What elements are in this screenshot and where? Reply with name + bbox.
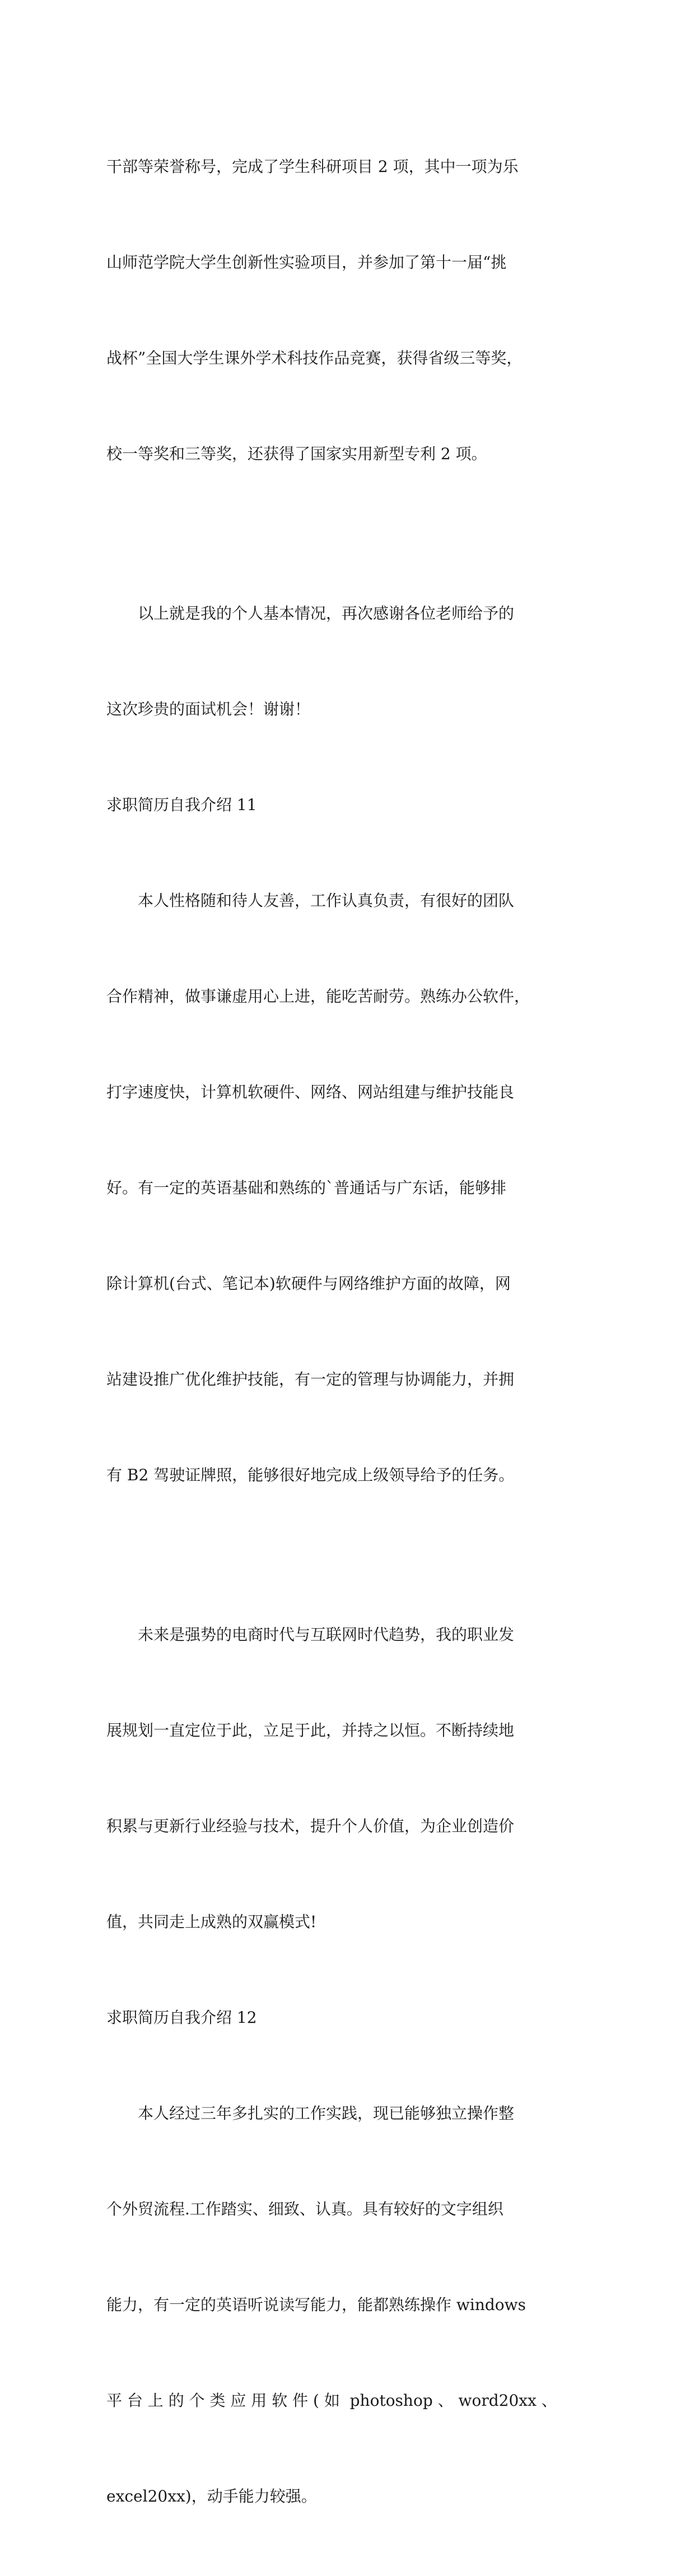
paragraph-career-plan (106, 1555, 589, 2002)
paragraph-closing (106, 534, 589, 789)
text-line: 本人经过三年多扎实的工作实践，现已能够独立操作整 (138, 2104, 515, 2122)
document-page (106, 87, 589, 2576)
section-heading-11: 求职简历自我介绍 11 (106, 796, 257, 814)
text-line: 未来是强势的电商时代与互联网时代趋势，我的职业发 (138, 1625, 515, 1644)
text-line: 好。有一定的英语基础和熟练的`普通话与广东话，能够排 (106, 1179, 507, 1197)
text-line: 打字速度快，计算机软硬件、网络、网站组建与维护技能良 (106, 1083, 515, 1101)
text-line: 个外贸流程.工作踏实、细致、认真。具有较好的文字组织 (106, 2200, 503, 2218)
text-line: 有 B2 驾驶证牌照，能够很好地完成上级领导给予的任务。 (106, 1466, 515, 1484)
text-line: 展规划一直定位于此，立足于此，并持之以恒。不断持续地 (106, 1721, 515, 1740)
text-line: 除计算机(台式、笔记本)软硬件与网络维护方面的故障，网 (106, 1274, 511, 1293)
text-line: 山师范学院大学生创新性实验项目，并参加了第十一届“挑 (106, 253, 507, 272)
text-line: 平 台 上 的 个 类 应 用 软 件 ( 如 photoshop 、 word20xx 、 (106, 2391, 557, 2410)
text-line: 校一等奖和三等奖，还获得了国家实用新型专利 2 项。 (106, 445, 487, 463)
paragraph-work-experience (106, 2033, 589, 2576)
text-line: 合作精神，做事谦虚用心上进，能吃苦耐劳。熟练办公软件， (106, 987, 530, 1006)
paragraph-honors (106, 87, 589, 534)
text-line: 值，共同走上成熟的双赢模式! (106, 1913, 317, 1931)
text-line: 能力，有一定的英语听说读写能力，能都熟练操作 windows (106, 2296, 526, 2314)
text-line: 战杯”全国大学生课外学术科技作品竞赛，获得省级三等奖， (106, 349, 523, 367)
text-line: excel20xx)，动手能力较强。 (106, 2487, 317, 2505)
text-line: 以上就是我的个人基本情况，再次感谢各位老师给予的 (138, 604, 515, 623)
text-line: 本人性格随和待人友善，工作认真负责，有很好的团队 (138, 891, 515, 910)
text-line: 干部等荣誉称号，完成了学生科研项目 2 项，其中一项为乐 (106, 157, 519, 176)
text-line: 积累与更新行业经验与技术，提升个人价值，为企业创造价 (106, 1817, 515, 1835)
section-heading-12: 求职简历自我介绍 12 (106, 2008, 257, 2027)
text-line: 站建设推广优化维护技能，有一定的管理与协调能力，并拥 (106, 1370, 515, 1388)
paragraph-personality (106, 821, 589, 1555)
text-line: 这次珍贵的面试机会！谢谢！ (106, 700, 311, 718)
